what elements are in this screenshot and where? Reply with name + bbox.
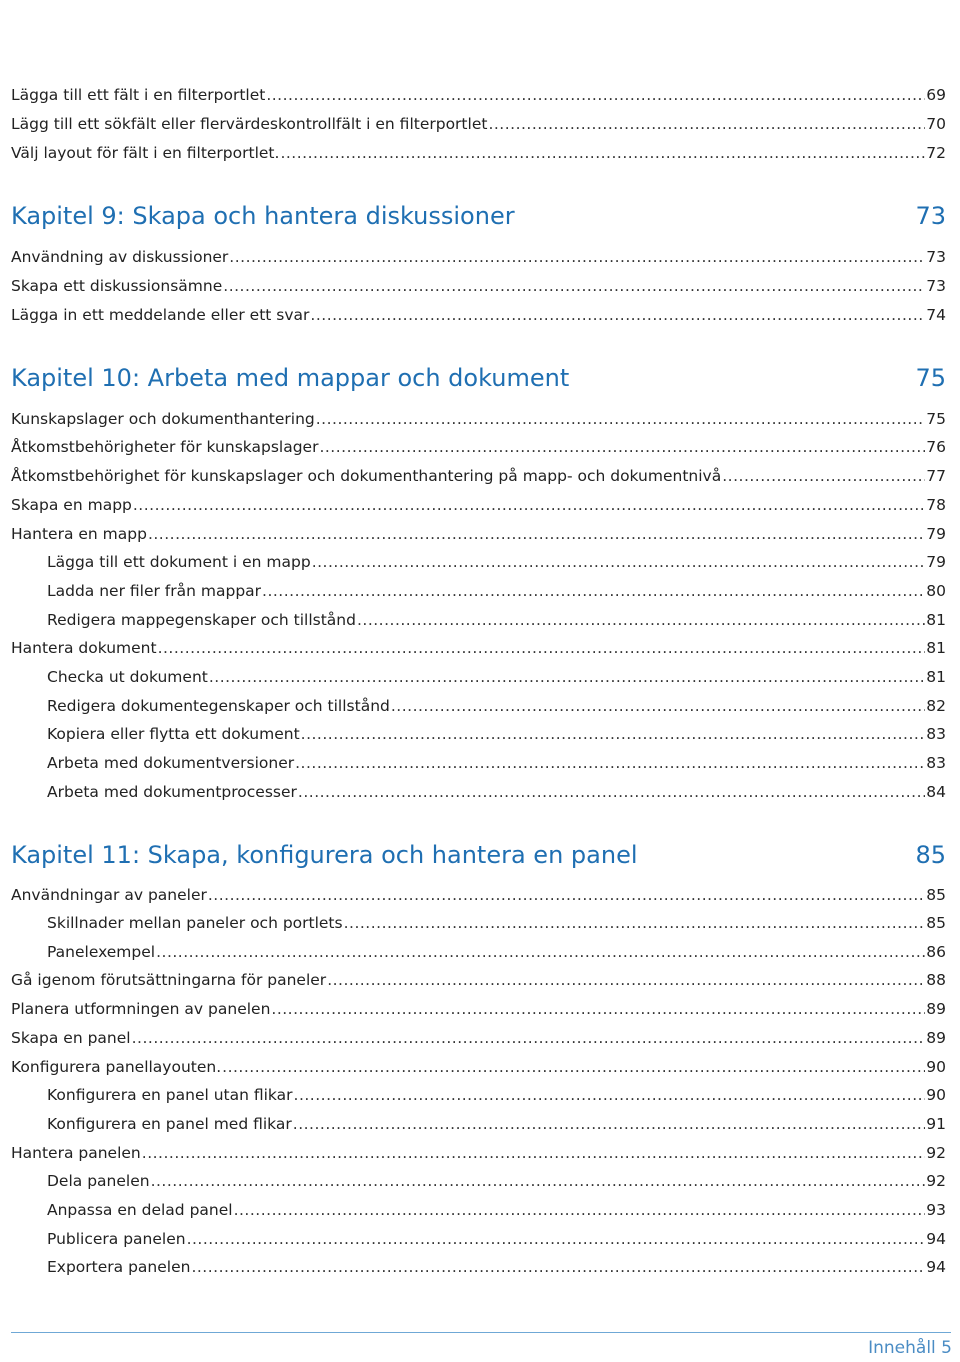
toc-page-number: 83 bbox=[926, 725, 946, 743]
toc-entry[interactable] bbox=[0, 107, 946, 133]
toc-entry-title: Lägga till ett dokument i en mapp bbox=[47, 553, 311, 571]
toc-entry[interactable] bbox=[0, 963, 946, 989]
toc-dot-leader bbox=[319, 438, 925, 456]
toc-page-number: 78 bbox=[926, 496, 946, 514]
toc-subentry[interactable] bbox=[0, 689, 946, 715]
toc-page-number: 81 bbox=[926, 668, 946, 686]
toc-dot-leader bbox=[280, 144, 925, 162]
toc-dot-leader bbox=[357, 611, 925, 629]
toc-entry-title: Anpassa en delad panel bbox=[47, 1201, 233, 1219]
toc-dot-leader bbox=[208, 886, 925, 904]
toc-entry-title: Planera utformningen av panelen bbox=[11, 1000, 271, 1018]
footer-divider bbox=[11, 1332, 951, 1333]
toc-dot-leader bbox=[327, 971, 925, 989]
toc-subentry[interactable] bbox=[0, 906, 946, 932]
toc-entry-title: Lägga in ett meddelande eller ett svar bbox=[11, 306, 310, 324]
toc-dot-leader bbox=[266, 86, 925, 104]
toc-entry-title: Lägga till ett fält i en filterportlet bbox=[11, 86, 266, 104]
toc-entry-title: Exportera panelen bbox=[47, 1258, 191, 1276]
toc-dot-leader bbox=[223, 277, 925, 295]
toc-entry-title: Användning av diskussioner bbox=[11, 248, 229, 266]
toc-dot-leader bbox=[293, 1115, 926, 1133]
toc-entry-title: Kapitel 10: Arbeta med mappar och dokument bbox=[11, 364, 570, 392]
toc-page-number: 81 bbox=[926, 639, 946, 657]
toc-dot-leader bbox=[158, 639, 926, 657]
toc-entry-title: Gå igenom förutsättningarna för paneler bbox=[11, 971, 327, 989]
toc-chapter-heading[interactable] bbox=[11, 196, 946, 230]
toc-page-number: 73 bbox=[915, 202, 946, 230]
toc-entry-title: Redigera mappegenskaper och tillstånd bbox=[47, 611, 356, 629]
toc-page-number: 73 bbox=[926, 277, 946, 295]
toc-page-number: 79 bbox=[926, 553, 946, 571]
toc-page-number: 92 bbox=[926, 1144, 946, 1162]
toc-entry-title: Dela panelen bbox=[47, 1172, 150, 1190]
toc-entry-title: Konfigurera en panel utan flikar bbox=[47, 1086, 293, 1104]
toc-page-number: 85 bbox=[915, 841, 946, 869]
toc-entry-title: Konfigurera en panel med flikar bbox=[47, 1115, 292, 1133]
toc-page-number: 90 bbox=[926, 1058, 946, 1076]
toc-entry-title: Kunskapslager och dokumenthantering bbox=[11, 410, 315, 428]
toc-dot-leader bbox=[298, 783, 925, 801]
toc-entry[interactable] bbox=[0, 1050, 946, 1076]
toc-page-number: 93 bbox=[926, 1201, 946, 1219]
toc-entry-title: Redigera dokumentegenskaper och tillstånd bbox=[47, 697, 390, 715]
toc-page-number: 74 bbox=[926, 306, 946, 324]
toc-entry-title: Åtkomstbehörigheter för kunskapslager bbox=[11, 438, 319, 456]
toc-page-number: 89 bbox=[926, 1029, 946, 1047]
toc-dot-leader bbox=[229, 248, 925, 266]
toc-entry-title: Skillnader mellan paneler och portlets bbox=[47, 914, 343, 932]
toc-page-number: 94 bbox=[926, 1230, 946, 1248]
toc-subentry[interactable] bbox=[0, 1193, 946, 1219]
toc-subentry[interactable] bbox=[0, 1222, 946, 1248]
toc-chapter-heading[interactable] bbox=[11, 835, 946, 869]
toc-dot-leader bbox=[312, 553, 926, 571]
toc-subentry[interactable] bbox=[0, 775, 946, 801]
toc-dot-leader bbox=[222, 1058, 925, 1076]
toc-dot-leader bbox=[344, 914, 926, 932]
toc-entry[interactable] bbox=[0, 1021, 946, 1047]
toc-entry[interactable] bbox=[0, 240, 946, 266]
toc-dot-leader bbox=[262, 582, 925, 600]
toc-dot-leader bbox=[142, 1144, 926, 1162]
toc-entry[interactable] bbox=[0, 402, 946, 428]
toc-entry-title: Konfigurera panellayouten. bbox=[11, 1058, 222, 1076]
toc-entry[interactable] bbox=[0, 878, 946, 904]
toc-entry[interactable] bbox=[0, 269, 946, 295]
toc-page-number: 76 bbox=[926, 438, 946, 456]
toc-page-number: 70 bbox=[926, 115, 946, 133]
toc-entry-title: Lägg till ett sökfält eller flervärdeskontrollfält i en filterportlet bbox=[11, 115, 488, 133]
toc-entry[interactable] bbox=[0, 459, 946, 485]
toc-page-number: 94 bbox=[926, 1258, 946, 1276]
toc-page-number: 82 bbox=[926, 697, 946, 715]
toc-entry-title: Välj layout för fält i en filterportlet. bbox=[11, 144, 280, 162]
toc-dot-leader bbox=[234, 1201, 926, 1219]
toc-dot-leader bbox=[191, 1258, 925, 1276]
toc-subentry[interactable] bbox=[0, 1078, 946, 1104]
toc-entry[interactable] bbox=[0, 488, 946, 514]
toc-entry[interactable] bbox=[0, 517, 946, 543]
toc-page-number: 84 bbox=[926, 783, 946, 801]
toc-page-number: 92 bbox=[926, 1172, 946, 1190]
toc-entry[interactable] bbox=[0, 78, 946, 104]
toc-dot-leader bbox=[133, 496, 925, 514]
toc-subentry[interactable] bbox=[0, 660, 946, 686]
toc-entry[interactable] bbox=[0, 430, 946, 456]
toc-subentry[interactable] bbox=[0, 1107, 946, 1133]
page-footer-label: Innehåll 5 bbox=[868, 1338, 952, 1358]
toc-entry-title: Användningar av paneler bbox=[11, 886, 207, 904]
toc-entry-title: Åtkomstbehörighet för kunskapslager och dokumenthantering på mapp- och dokumentnivå bbox=[11, 467, 722, 485]
toc-entry-title: Arbeta med dokumentprocesser bbox=[47, 783, 297, 801]
toc-entry[interactable] bbox=[0, 631, 946, 657]
toc-page-number: 73 bbox=[926, 248, 946, 266]
toc-chapter-heading[interactable] bbox=[11, 358, 946, 392]
toc-page-number: 80 bbox=[926, 582, 946, 600]
toc-page-number: 77 bbox=[926, 467, 946, 485]
toc-entry-title: Kapitel 9: Skapa och hantera diskussioner bbox=[11, 202, 515, 230]
toc-entry-title: Hantera dokument bbox=[11, 639, 157, 657]
toc-entry-title: Checka ut dokument bbox=[47, 668, 208, 686]
toc-subentry[interactable] bbox=[0, 574, 946, 600]
toc-dot-leader bbox=[271, 1000, 925, 1018]
toc-dot-leader bbox=[148, 525, 925, 543]
toc-page-number: 69 bbox=[926, 86, 946, 104]
toc-entry-title: Arbeta med dokumentversioner bbox=[47, 754, 295, 772]
toc-entry-title: Kapitel 11: Skapa, konfigurera och hantera en panel bbox=[11, 841, 638, 869]
toc-page-number: 85 bbox=[926, 914, 946, 932]
toc-dot-leader bbox=[310, 306, 925, 324]
toc-dot-leader bbox=[391, 697, 925, 715]
toc-entry-title: Panelexempel bbox=[47, 943, 156, 961]
toc-entry-title: Kopiera eller flytta ett dokument bbox=[47, 725, 300, 743]
toc-entry-title: Publicera panelen bbox=[47, 1230, 186, 1248]
toc-page-number: 75 bbox=[915, 364, 946, 392]
toc-page-number: 86 bbox=[926, 943, 946, 961]
toc-subentry[interactable] bbox=[0, 935, 946, 961]
toc-entry[interactable] bbox=[0, 992, 946, 1018]
toc-subentry[interactable] bbox=[0, 603, 946, 629]
toc-subentry[interactable] bbox=[0, 717, 946, 743]
toc-dot-leader bbox=[722, 467, 925, 485]
toc-page-number: 75 bbox=[926, 410, 946, 428]
toc-subentry[interactable] bbox=[0, 545, 946, 571]
toc-dot-leader bbox=[316, 410, 926, 428]
toc-dot-leader bbox=[301, 725, 926, 743]
toc-page-number: 85 bbox=[926, 886, 946, 904]
toc-page-number: 83 bbox=[926, 754, 946, 772]
toc-entry-title: Ladda ner filer från mappar bbox=[47, 582, 262, 600]
toc-page-number: 91 bbox=[926, 1115, 946, 1133]
toc-entry-title: Hantera panelen bbox=[11, 1144, 141, 1162]
toc-subentry[interactable] bbox=[0, 1164, 946, 1190]
toc-page-number: 79 bbox=[926, 525, 946, 543]
toc-page-number: 88 bbox=[926, 971, 946, 989]
toc-entry-title: Skapa ett diskussionsämne bbox=[11, 277, 223, 295]
toc-page-number: 81 bbox=[926, 611, 946, 629]
toc-dot-leader bbox=[295, 754, 925, 772]
toc-page-number: 89 bbox=[926, 1000, 946, 1018]
toc-entry-title: Skapa en mapp bbox=[11, 496, 132, 514]
toc-entry[interactable] bbox=[0, 1136, 946, 1162]
toc-page-number: 90 bbox=[926, 1086, 946, 1104]
toc-dot-leader bbox=[156, 943, 925, 961]
toc-dot-leader bbox=[294, 1086, 926, 1104]
toc-subentry[interactable] bbox=[0, 746, 946, 772]
toc-dot-leader bbox=[209, 668, 925, 686]
toc-subentry[interactable] bbox=[0, 1250, 946, 1276]
toc-entry[interactable] bbox=[0, 136, 946, 162]
toc-entry-title: Skapa en panel bbox=[11, 1029, 131, 1047]
toc-page-number: 72 bbox=[926, 144, 946, 162]
toc-dot-leader bbox=[151, 1172, 926, 1190]
toc-dot-leader bbox=[187, 1230, 926, 1248]
toc-entry-title: Hantera en mapp bbox=[11, 525, 147, 543]
toc-dot-leader bbox=[132, 1029, 926, 1047]
toc-dot-leader bbox=[488, 115, 925, 133]
toc-entry[interactable] bbox=[0, 298, 946, 324]
